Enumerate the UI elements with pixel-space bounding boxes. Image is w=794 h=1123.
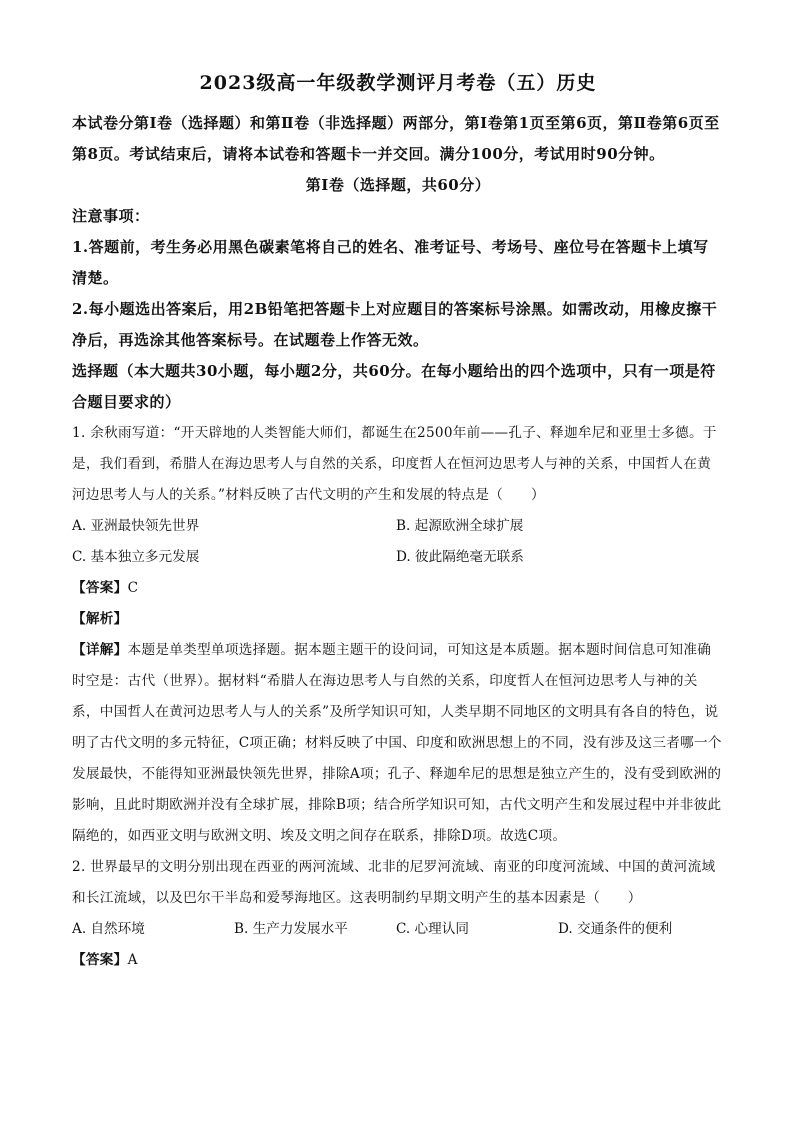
- answer-tag: 【答案】: [72, 580, 128, 596]
- answer-tag: 【答案】: [72, 952, 128, 968]
- analysis-line: [72, 604, 724, 635]
- mc-instructions: 选择题（本大题共30小题，每小题2分，共60分。在每小题给出的四个选项中，只有一项是符合题目要求的）: [72, 362, 716, 411]
- answer-line: [72, 945, 724, 976]
- detail-para: [72, 635, 724, 852]
- exam-page: [72, 70, 724, 976]
- answer-value: A: [127, 952, 138, 968]
- analysis-tag: 【解析】: [72, 611, 128, 627]
- option-b: B. 起源欧洲全球扩展: [396, 518, 524, 534]
- question-stem: 2. 世界最早的文明分别出现在西亚的两河流域、北非的尼罗河流域、南亚的印度河流域、中国的黄河流域和长江流域，以及巴尔干半岛和爱琴海地区。这表明制约早期文明产生的基本因素是（ ）: [72, 859, 716, 906]
- section-heading: 第Ⅰ卷（选择题，共60分）: [305, 176, 491, 194]
- detail-tag: 【详解】: [72, 642, 128, 658]
- question-1: [72, 418, 724, 852]
- option-a: A. 自然环境: [72, 921, 145, 937]
- option-c: C. 心理认同: [396, 921, 469, 937]
- answer-value: C: [127, 580, 139, 596]
- option-d: D. 彼此隔绝毫无联系: [396, 549, 524, 565]
- notes-heading: 注意事项：: [72, 207, 150, 225]
- note-item: 2.每小题选出答案后，用2B铅笔把答题卡上对应题目的答案标号涂黑。如需改动，用橡皮擦干净后，再选涂其他答案标号。在试题卷上作答无效。: [72, 300, 718, 349]
- option-c: C. 基本独立多元发展: [72, 549, 200, 565]
- option-d: D. 交通条件的便利: [558, 921, 673, 937]
- question-2: [72, 852, 724, 976]
- exam-intro: 本试卷分第Ⅰ卷（选择题）和第Ⅱ卷（非选择题）两部分，第Ⅰ卷第1页至第6页，第Ⅱ卷第6页至第8页。考试结束后，请将本试卷和答题卡一并交回。满分100分，考试用时90分钟。: [72, 114, 720, 163]
- page-title: 2023级高一年级教学测评月考卷（五）历史: [199, 72, 597, 94]
- detail-text: 本题是单类型单项选择题。据本题主题干的设问词，可知这是本质题。据本题时间信息可知准确时空是：古代（世界）。据材料“希腊人在海边思考人与自然的关系，印度哲人在恒河边思考人与神的关系，中国哲人在黄河边思考人与人的关系”及所学知识可知，人类早期不同地区的文明具有各自的特色，说明了古代文明的多元特征，C项正确；材料反映了中国、印度和欧洲思想上的不同，没有涉及这三者哪一个发展最快，不能得知亚洲最快领先世界，排除A项；孔子、释迦牟尼的思想是独立产生的，没有受到欧洲的影响，且此时期欧洲并没有全球扩展，排除B项；结合所学知识可知，古代文明产生和发展过程中并非彼此隔绝的，如西亚文明与欧洲文明、埃及文明之间存在联系，排除D项。故选C项。: [72, 642, 722, 844]
- option-list: [72, 511, 724, 573]
- option-list: [72, 914, 724, 945]
- note-item: 1.答题前，考生务必用黑色碳素笔将自己的姓名、准考证号、考场号、座位号在答题卡上填写清楚。: [72, 238, 709, 287]
- option-b: B. 生产力发展水平: [234, 921, 348, 937]
- answer-line: [72, 573, 724, 604]
- question-stem: 1. 余秋雨写道：“开天辟地的人类智能大师们，都诞生在2500年前——孔子、释迦牟尼和亚里士多德。于是，我们看到，希腊人在海边思考人与自然的关系，印度哲人在恒河边思考人与神的关系，中国哲人在黄河边思考人与人的关系。”材料反映了古代文明的产生和发展的特点是（ ）: [72, 425, 717, 503]
- option-a: A. 亚洲最快领先世界: [72, 518, 200, 534]
